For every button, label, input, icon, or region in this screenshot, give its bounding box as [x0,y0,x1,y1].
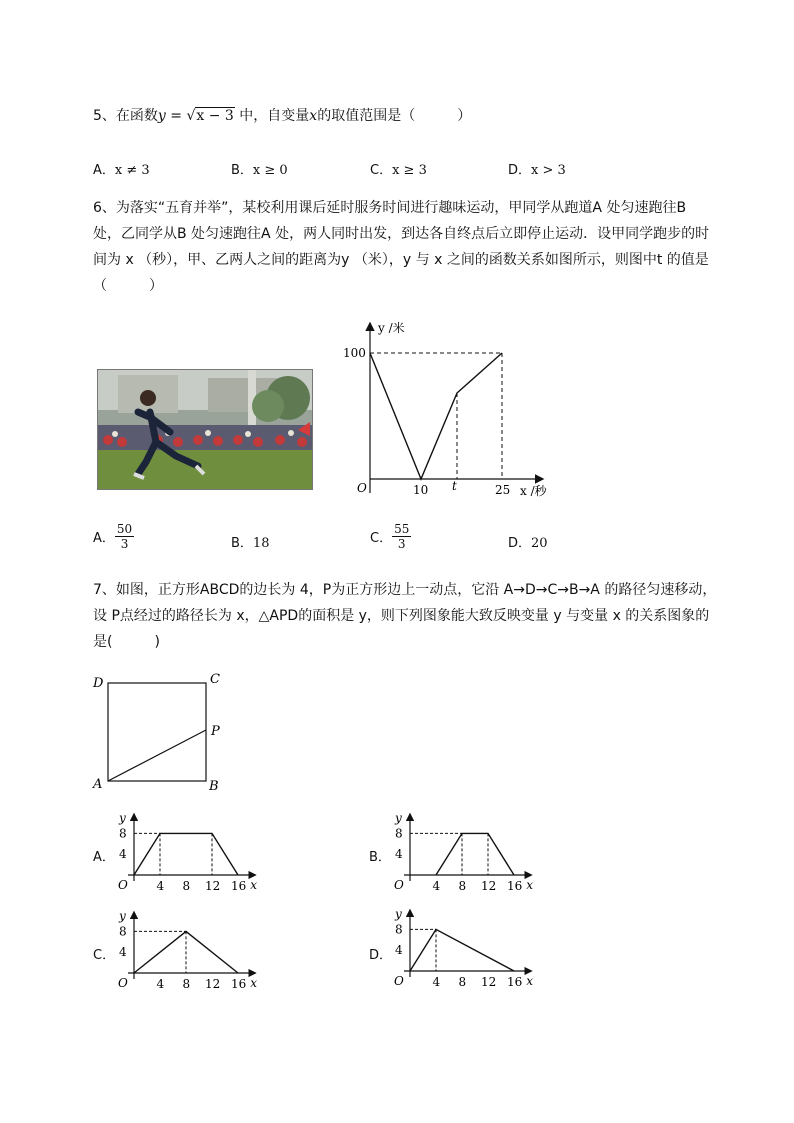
label-p: P [211,724,220,739]
label-a: A [93,777,103,792]
option-text: 18 [252,536,270,551]
y-tick-4: 4 [395,943,403,958]
q5-sqrt-body: x − 3 [196,108,234,124]
y-tick-8: 8 [395,922,403,937]
q5-sqrt [186,106,234,126]
option-letter: D． [508,163,532,178]
x-tick-t: t [452,479,457,493]
q5-suffix: 的取值范围是（ ） [317,108,472,124]
option-letter: C． [370,163,393,178]
x-tick-4: 4 [156,977,165,991]
q7-stem-line-2: 设 P点经过的路径长为 x，△APD的面积是 y，则下列图象能大致反映变量 y 与变量 x 的关系图象的 [93,608,710,624]
q6-option-c[interactable] [370,522,411,551]
photo-illustration [98,370,312,489]
q6-stem-line-3: 间为 x （秒），甲、乙两人之间的距离为y （米），y 与 x 之间的函数关系如图所示，则图中t 的值是 [93,252,709,268]
x-tick-4: 4 [156,879,165,893]
option-text: 20 [531,536,548,551]
y-tick-4: 4 [395,847,403,862]
numerator: 55 [394,522,410,536]
q7-option-d-letter[interactable]: D． [369,948,393,963]
x-axis-label: x [526,878,534,892]
y-tick-4: 4 [119,945,127,960]
x-tick-8: 8 [458,879,467,893]
y-axis-label: y [395,908,402,921]
x-axis-label: x [250,878,258,892]
x-tick-12: 12 [481,879,497,893]
y-axis-label: y [119,812,126,825]
x-tick-12: 12 [205,879,221,893]
origin-label: O [394,974,404,988]
label-d: D [93,676,104,691]
x-tick-16: 16 [231,977,247,991]
y-tick-8: 8 [119,924,127,939]
q7-option-a-letter[interactable]: A． [93,850,115,865]
x-tick-16: 16 [231,879,247,893]
q5-option-d[interactable] [508,159,566,178]
y-tick-8: 8 [119,826,127,841]
origin-label: O [394,878,404,892]
q5-option-c[interactable] [370,159,427,178]
q5-mid: 中，自变量 [234,108,310,124]
q5-var: x [309,108,318,124]
q5-option-b[interactable] [231,159,288,178]
option-letter: D． [508,536,532,551]
q5-func-y: y [157,108,166,124]
option-letter: B． [231,163,253,178]
q7-graph-d[interactable] [388,908,548,990]
q6-stem-line-4: （ ） [93,278,163,294]
q5-option-a[interactable] [93,159,150,178]
x-tick-8: 8 [182,879,191,893]
x-tick-12: 12 [205,977,221,991]
y-tick-4: 4 [119,847,127,862]
fraction [392,522,411,551]
square-abcd-figure [88,670,228,796]
q7-option-b-letter[interactable]: B． [369,850,391,865]
q6-option-d[interactable] [508,532,548,551]
q5-prefix: 5、在函数 [93,108,158,124]
q6-option-a[interactable] [93,522,134,551]
x-tick-16: 16 [507,975,523,989]
function-line [436,833,514,875]
segment-ap [108,730,206,781]
q6-graph [340,318,560,502]
sqrt-icon: √ [186,108,196,124]
option-text: x ≠ 3 [114,163,150,178]
x-tick-4: 4 [432,879,441,893]
q6-stem-line-1: 6、为落实“五育并举”，某校利用课后延时服务时间进行趣味运动，甲同学从跑道A 处匀速跑往B [93,200,687,216]
denominator: 3 [397,537,406,551]
denominator: 3 [120,537,129,551]
x-tick-4: 4 [432,975,441,989]
x-tick-8: 8 [458,975,467,989]
q7-stem-line-1: 7、如图，正方形ABCD的边长为 4，P为正方形边上一动点，它沿 A→D→C→B→A 的路径匀速移动， [93,582,717,598]
x-tick-16: 16 [507,879,523,893]
option-letter: A． [93,163,115,178]
x-tick-10: 10 [413,483,429,497]
y-axis-label: y [395,812,402,825]
x-axis-label: x /秒 [520,484,547,498]
square-abcd [108,683,206,781]
origin-label: O [118,878,128,892]
y-tick-8: 8 [395,826,403,841]
option-text: x ≥ 3 [392,163,427,178]
option-letter: A． [93,531,115,546]
q6-stem-line-2: 处，乙同学从B 处匀速跑往A 处，两人同时出发，到达各自终点后立即停止运动．设甲同学跑步的时 [93,226,710,242]
option-letter: C． [370,531,393,546]
option-letter: B． [231,536,253,551]
origin-label: O [357,481,367,495]
q7-graph-b[interactable] [388,812,548,894]
x-axis-label: x [250,976,258,990]
label-b: B [209,779,219,794]
function-line [410,929,514,971]
q7-stem-line-3: 是( ) [93,634,160,650]
q6-option-b[interactable] [231,532,269,551]
y-tick-100: 100 [343,346,366,360]
origin-label: O [118,976,128,990]
y-axis-label: y /米 [378,321,405,335]
x-axis-label: x [526,974,534,988]
q7-graph-c[interactable] [112,910,272,992]
option-text: x > 3 [531,163,566,178]
x-tick-12: 12 [481,975,497,989]
q5-func-eq: = [165,108,187,124]
running-student-photo [97,369,313,490]
q7-graph-a[interactable] [112,812,272,894]
q5-stem [93,106,471,126]
option-text: x ≥ 0 [252,163,288,178]
y-axis-label: y [119,910,126,923]
label-c: C [210,672,220,687]
x-tick-8: 8 [182,977,191,991]
fraction [115,522,134,551]
distance-line [370,353,502,479]
function-line [134,833,238,875]
numerator: 50 [116,522,133,536]
q7-option-c-letter[interactable]: C． [93,948,116,963]
x-tick-25: 25 [495,483,511,497]
